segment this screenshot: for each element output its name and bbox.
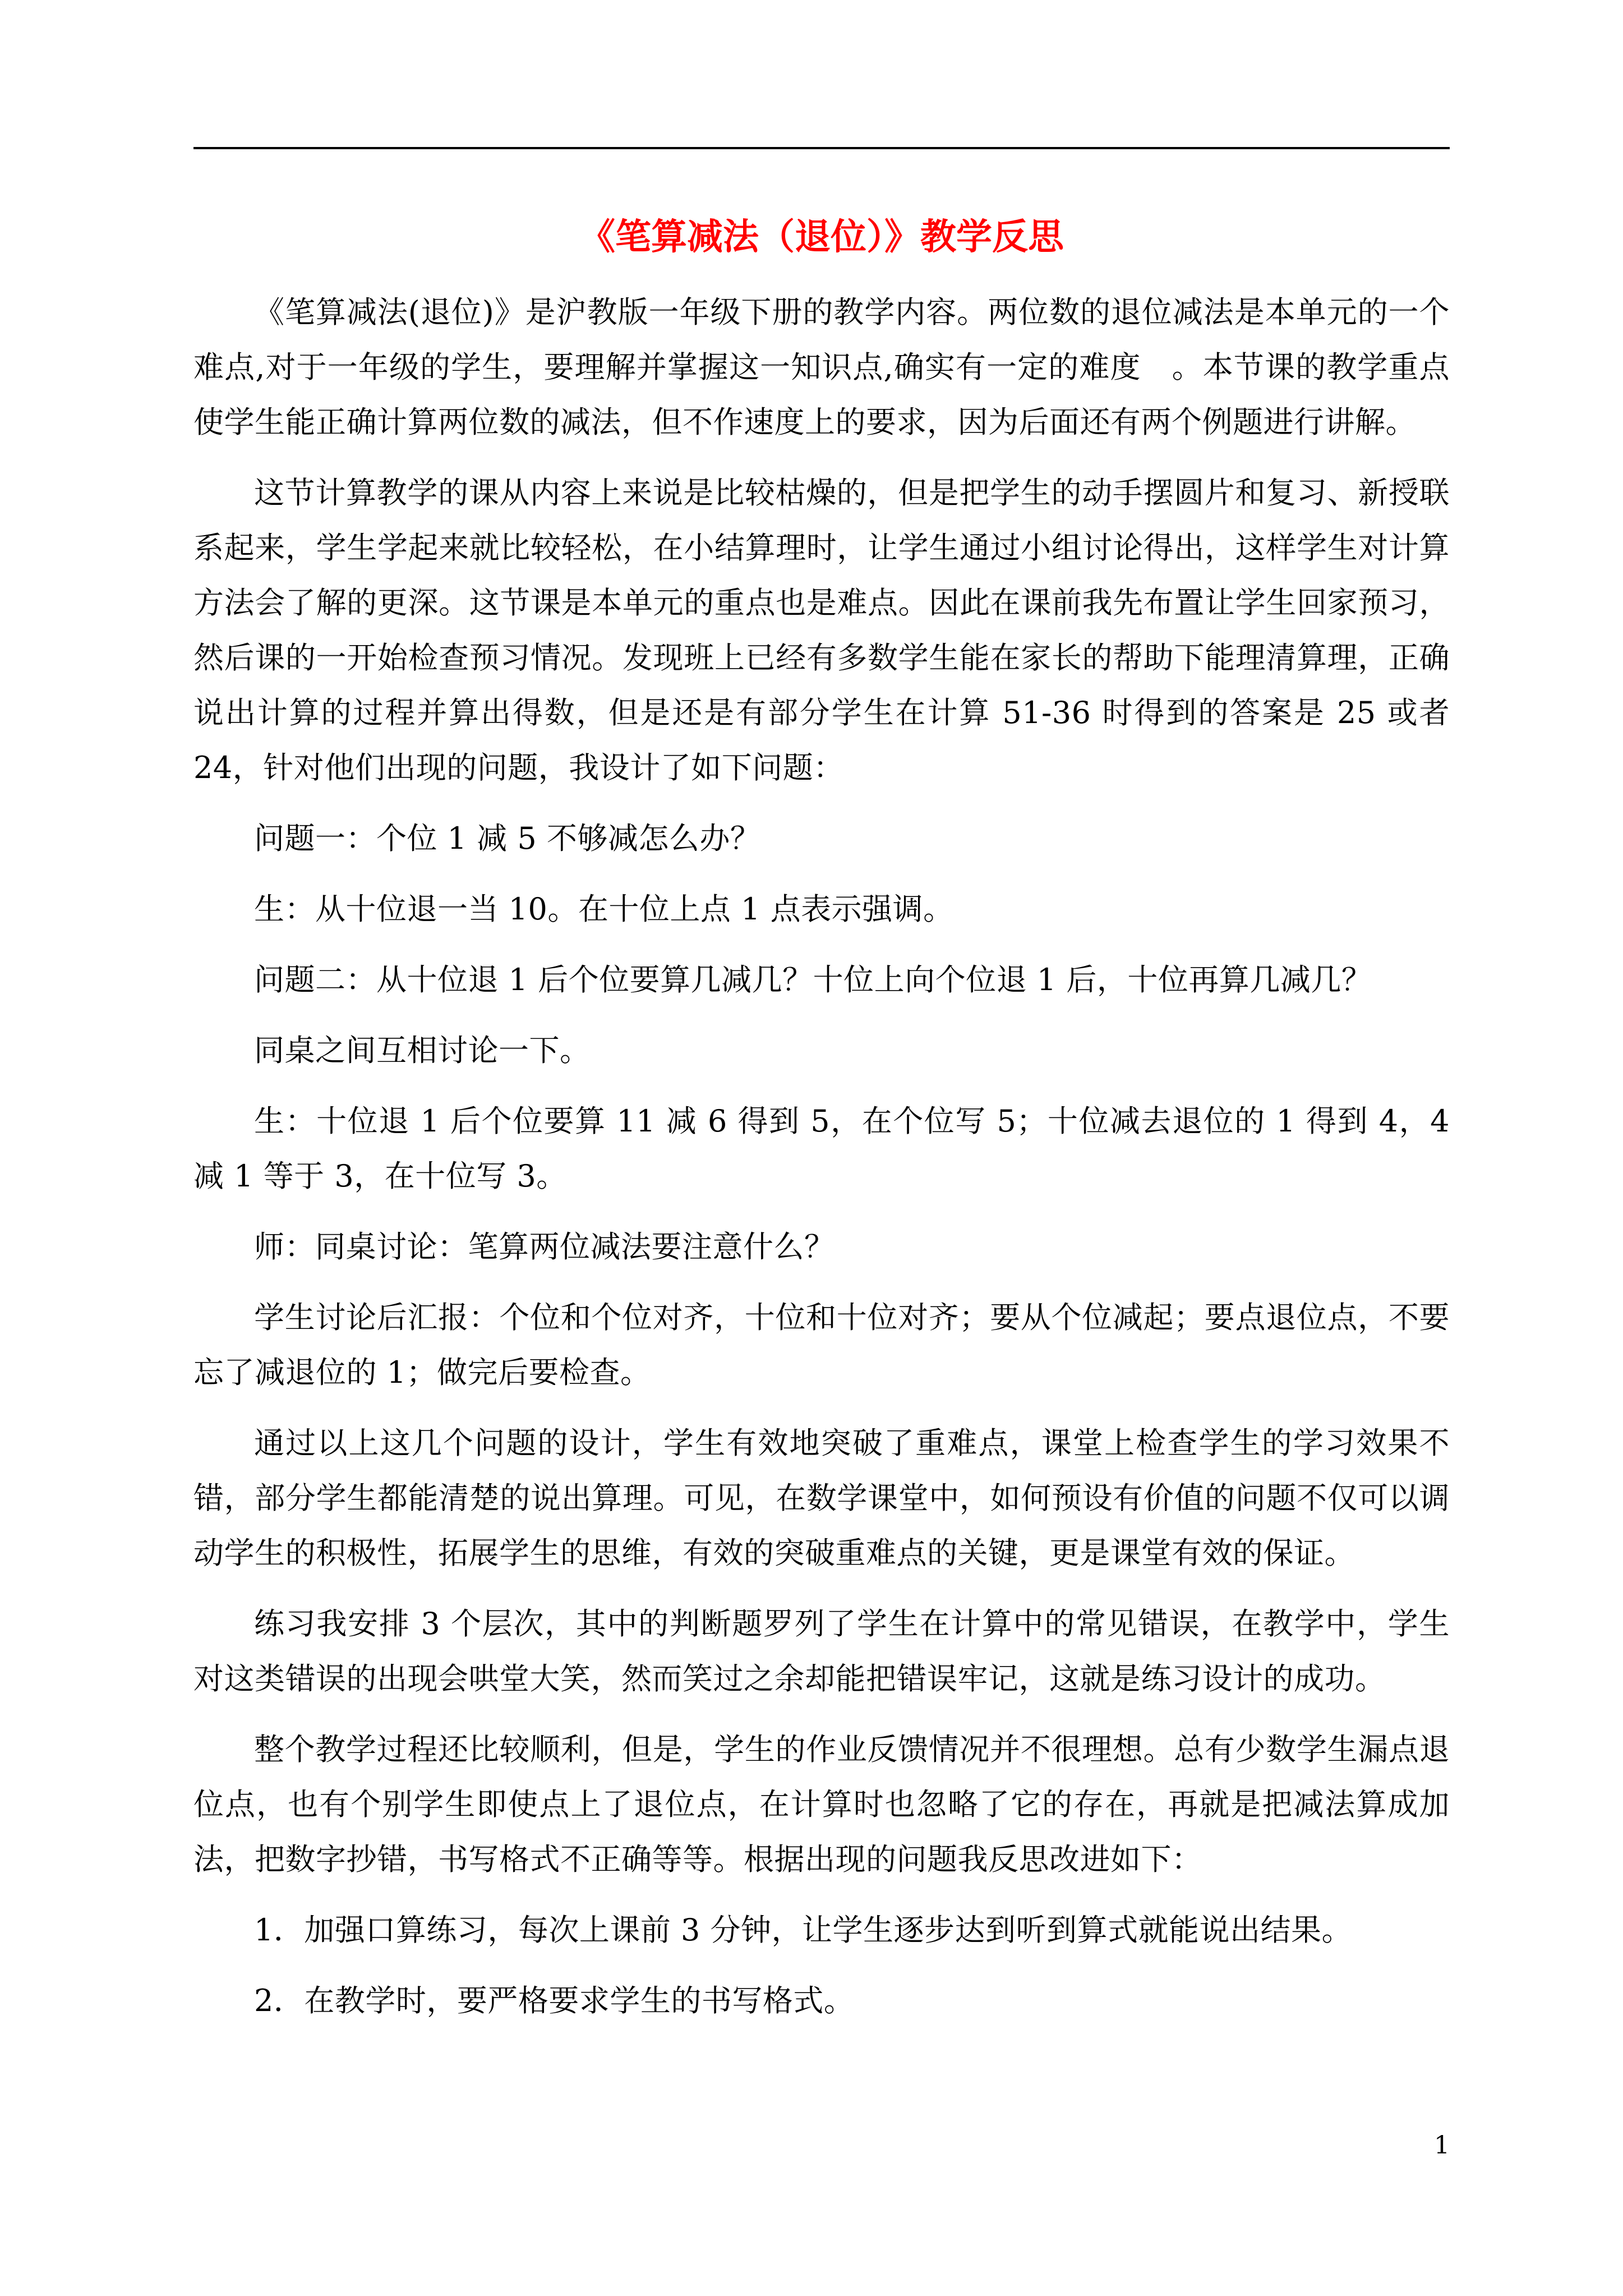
paragraph-practice: 练习我安排 3 个层次，其中的判断题罗列了学生在计算中的常见错误，在教学中，学生对这类错误的出现会哄堂大笑，然而笑过之余却能把错误牢记，这就是练习设计的成功。 xyxy=(193,1606,1450,1696)
student-answer-1: 生：从十位退一当 10。在十位上点 1 点表示强调。 xyxy=(254,891,954,927)
student-report: 学生讨论后汇报：个位和个位对齐，十位和十位对齐；要从个位减起；要点退位点，不要忘了减退位的 1；做完后要检查。 xyxy=(193,1300,1450,1390)
paragraph-reflection-2: 整个教学过程还比较顺利，但是，学生的作业反馈情况并不很理想。总有少数学生漏点退位点，也有个别学生即使点上了退位点，在计算时也忽略了它的存在，再就是把减法算成加法，把数字抄错，书写格式不正确等等。根据出现的问题我反思改进如下： xyxy=(193,1732,1450,1877)
question-1: 问题一：个位 1 减 5 不够减怎么办？ xyxy=(254,821,761,856)
improvement-item-2: 2．在教学时，要严格要求学生的书写格式。 xyxy=(254,1983,855,2018)
paragraph-2: 这节计算教学的课从内容上来说是比较枯燥的，但是把学生的动手摆圆片和复习、新授联系起来，学生学起来就比较轻松，在小结算理时，让学生通过小组讨论得出，这样学生对计算方法会了解的更深。这节课是本单元的重点也是难点。因此在课前我先布置让学生回家预习，然后课的一开始检查预习情况。发现班上已经有多数学生能在家长的帮助下能理清算理，正确说出计算的过程并算出得数，但是还是有部分学生在计算 51-36 时得到的答案是 25 或者 24，针对他们出现的问题，我设计了如下问题： xyxy=(193,475,1450,785)
paragraph-1: 《笔算减法(退位)》是沪教版一年级下册的教学内容。两位数的退位减法是本单元的一个难点,对于一年级的学生，要理解并掌握这一知识点,确实有一定的难度 。本节课的教学重点使学生能正确计算两位数的减法，但不作速度上的要求，因为后面还有两个例题进行讲解。 xyxy=(193,295,1450,440)
paragraph-reflection-1: 通过以上这几个问题的设计，学生有效地突破了重难点，课堂上检查学生的学习效果不错，部分学生都能清楚的说出算理。可见，在数学课堂中，如何预设有价值的问题不仅可以调动学生的积极性，拓展学生的思维，有效的突破重难点的关键，更是课堂有效的保证。 xyxy=(193,1425,1450,1571)
document-title: 《笔算减法（退位）》教学反思 xyxy=(579,217,1064,258)
discussion-prompt: 同桌之间互相讨论一下。 xyxy=(254,1033,591,1068)
teacher-prompt: 师：同桌讨论：笔算两位减法要注意什么？ xyxy=(254,1229,835,1264)
page-number: 1 xyxy=(1434,2131,1450,2160)
header-rule xyxy=(193,147,1450,149)
improvement-item-1: 1．加强口算练习，每次上课前 3 分钟，让学生逐步达到听到算式就能说出结果。 xyxy=(254,1912,1353,1948)
student-answer-2: 生：十位退 1 后个位要算 11 减 6 得到 5，在个位写 5；十位减去退位的 1 得到 4，4 减 1 等于 3，在十位写 3。 xyxy=(193,1103,1450,1194)
document-body xyxy=(193,285,1450,2044)
question-2: 问题二：从十位退 1 后个位要算几减几？十位上向个位退 1 后，十位再算几减几？ xyxy=(254,962,1372,997)
